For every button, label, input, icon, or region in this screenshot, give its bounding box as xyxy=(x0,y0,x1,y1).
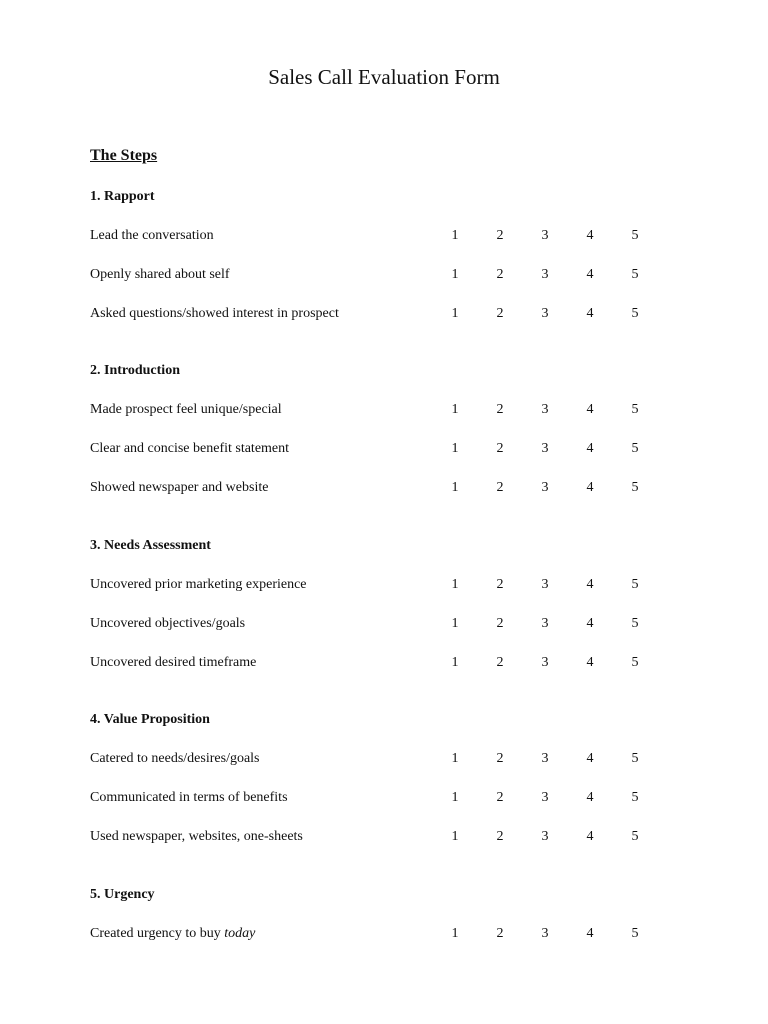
rating-row xyxy=(0,265,768,285)
score-option-2[interactable]: 2 xyxy=(496,751,504,766)
score-option-5[interactable]: 5 xyxy=(631,267,639,282)
rating-row xyxy=(0,749,768,769)
score-option-4[interactable]: 4 xyxy=(586,577,594,592)
item-label xyxy=(90,924,255,944)
score-option-2[interactable]: 2 xyxy=(496,616,504,631)
score-option-1[interactable]: 1 xyxy=(451,577,459,592)
item-label-emphasis: today xyxy=(224,926,256,941)
score-option-2[interactable]: 2 xyxy=(496,402,504,417)
score-option-1[interactable]: 1 xyxy=(451,267,459,282)
score-option-5[interactable]: 5 xyxy=(631,616,639,631)
score-option-5[interactable]: 5 xyxy=(631,306,639,321)
rating-row xyxy=(0,575,768,595)
section-heading-urgency: 5. Urgency xyxy=(90,887,155,902)
score-option-5[interactable]: 5 xyxy=(631,441,639,456)
score-option-1[interactable]: 1 xyxy=(451,926,459,941)
section-heading-value-proposition: 4. Value Proposition xyxy=(90,712,210,727)
score-option-5[interactable]: 5 xyxy=(631,829,639,844)
score-option-1[interactable]: 1 xyxy=(451,480,459,495)
score-option-4[interactable]: 4 xyxy=(586,790,594,805)
score-option-1[interactable]: 1 xyxy=(451,829,459,844)
score-option-4[interactable]: 4 xyxy=(586,751,594,766)
section-heading-needs-assessment: 3. Needs Assessment xyxy=(90,538,211,553)
rating-row xyxy=(0,226,768,246)
item-label: Showed newspaper and website xyxy=(90,480,269,495)
score-option-2[interactable]: 2 xyxy=(496,926,504,941)
score-option-5[interactable]: 5 xyxy=(631,655,639,670)
score-option-3[interactable]: 3 xyxy=(541,655,549,670)
section-heading-introduction: 2. Introduction xyxy=(90,363,180,378)
item-label: Uncovered objectives/goals xyxy=(90,616,246,631)
item-label: Communicated in terms of benefits xyxy=(90,790,288,805)
steps-heading: The Steps xyxy=(90,147,158,164)
score-option-5[interactable]: 5 xyxy=(631,480,639,495)
score-option-4[interactable]: 4 xyxy=(586,228,594,243)
section-heading-rapport: 1. Rapport xyxy=(90,189,155,204)
score-option-3[interactable]: 3 xyxy=(541,751,549,766)
item-label: Catered to needs/desires/goals xyxy=(90,751,260,766)
item-label: Used newspaper, websites, one-sheets xyxy=(90,829,303,844)
score-option-3[interactable]: 3 xyxy=(541,228,549,243)
score-option-5[interactable]: 5 xyxy=(631,577,639,592)
score-option-3[interactable]: 3 xyxy=(541,441,549,456)
rating-row xyxy=(0,827,768,847)
score-option-1[interactable]: 1 xyxy=(451,228,459,243)
score-option-3[interactable]: 3 xyxy=(541,402,549,417)
score-option-2[interactable]: 2 xyxy=(496,829,504,844)
score-option-4[interactable]: 4 xyxy=(586,306,594,321)
rating-row xyxy=(0,653,768,673)
rating-row xyxy=(0,614,768,634)
score-option-3[interactable]: 3 xyxy=(541,577,549,592)
score-option-4[interactable]: 4 xyxy=(586,480,594,495)
rating-row xyxy=(0,924,768,944)
rating-row xyxy=(0,478,768,498)
item-label: Lead the conversation xyxy=(90,228,214,243)
item-label: Uncovered prior marketing experience xyxy=(90,577,307,592)
score-option-4[interactable]: 4 xyxy=(586,829,594,844)
score-option-2[interactable]: 2 xyxy=(496,441,504,456)
item-label: Clear and concise benefit statement xyxy=(90,441,290,456)
score-option-3[interactable]: 3 xyxy=(541,829,549,844)
item-label: Asked questions/showed interest in prospect xyxy=(90,306,339,321)
score-option-5[interactable]: 5 xyxy=(631,402,639,417)
score-option-2[interactable]: 2 xyxy=(496,267,504,282)
score-option-1[interactable]: 1 xyxy=(451,616,459,631)
score-option-4[interactable]: 4 xyxy=(586,402,594,417)
score-option-2[interactable]: 2 xyxy=(496,228,504,243)
score-option-1[interactable]: 1 xyxy=(451,655,459,670)
score-option-5[interactable]: 5 xyxy=(631,751,639,766)
score-option-4[interactable]: 4 xyxy=(586,441,594,456)
rating-row xyxy=(0,400,768,420)
score-option-2[interactable]: 2 xyxy=(496,480,504,495)
rating-row xyxy=(0,439,768,459)
score-option-2[interactable]: 2 xyxy=(496,306,504,321)
rating-row xyxy=(0,788,768,808)
score-option-3[interactable]: 3 xyxy=(541,926,549,941)
score-option-3[interactable]: 3 xyxy=(541,480,549,495)
item-label: Made prospect feel unique/special xyxy=(90,402,282,417)
item-label: Openly shared about self xyxy=(90,267,230,282)
score-option-4[interactable]: 4 xyxy=(586,655,594,670)
item-label: Uncovered desired timeframe xyxy=(90,655,257,670)
score-option-1[interactable]: 1 xyxy=(451,441,459,456)
score-option-3[interactable]: 3 xyxy=(541,790,549,805)
score-option-3[interactable]: 3 xyxy=(541,616,549,631)
score-option-5[interactable]: 5 xyxy=(631,926,639,941)
score-option-4[interactable]: 4 xyxy=(586,616,594,631)
score-option-1[interactable]: 1 xyxy=(451,402,459,417)
score-option-2[interactable]: 2 xyxy=(496,577,504,592)
score-option-4[interactable]: 4 xyxy=(586,926,594,941)
score-option-1[interactable]: 1 xyxy=(451,790,459,805)
score-option-4[interactable]: 4 xyxy=(586,267,594,282)
score-option-5[interactable]: 5 xyxy=(631,228,639,243)
item-label-text: Created urgency to buy xyxy=(90,926,221,941)
score-option-5[interactable]: 5 xyxy=(631,790,639,805)
score-option-2[interactable]: 2 xyxy=(496,655,504,670)
score-option-2[interactable]: 2 xyxy=(496,790,504,805)
score-option-3[interactable]: 3 xyxy=(541,306,549,321)
page-title: Sales Call Evaluation Form xyxy=(268,65,500,89)
rating-row xyxy=(0,304,768,324)
score-option-1[interactable]: 1 xyxy=(451,306,459,321)
score-option-1[interactable]: 1 xyxy=(451,751,459,766)
score-option-3[interactable]: 3 xyxy=(541,267,549,282)
